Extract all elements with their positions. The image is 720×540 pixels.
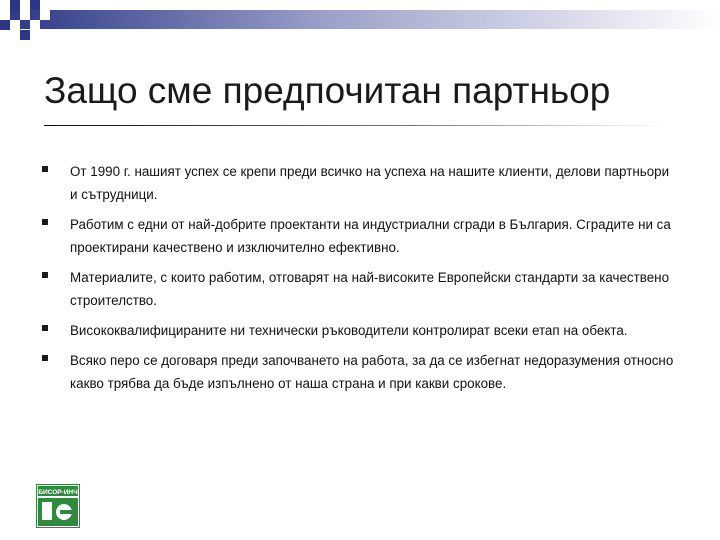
square-bullet-icon <box>42 325 48 331</box>
square-bullet-icon <box>42 355 48 361</box>
bullet-text: Всяко перо се договаря преди започването на работа, за да се избегнат недоразумения относно какво трябва да бъде изпълнено от наша страна и при какви срокове. <box>70 353 674 391</box>
bullet-text: Материалите, с които работим, отговарят на най-високите Европейски стандарти за качествено строителство. <box>70 270 670 308</box>
bullet-text: Работим с едни от най-добрите проектанти на индустриални сгради в България. Сградите ни са проектирани качествено и изключително ефективно. <box>70 217 671 255</box>
header-decoration <box>0 0 720 50</box>
bullet-item <box>40 160 680 206</box>
bullet-item <box>40 213 680 259</box>
company-logo <box>36 484 80 528</box>
square-bullet-icon <box>42 219 48 225</box>
square-bullet-icon <box>42 272 48 278</box>
bullet-text: От 1990 г. нашият успех се крепи преди всичко на успеха на нашите клиенти, делови партньори и сътрудници. <box>70 164 670 202</box>
title-underline <box>44 125 664 126</box>
bullet-text: Висококвалифицираните ни технически ръководители контролират всеки етап на обекта. <box>70 323 628 338</box>
bullet-item <box>40 319 680 342</box>
slide-title: Защо сме предпочитан партньор <box>44 70 611 111</box>
bullet-list <box>40 160 680 402</box>
square-bullet-icon <box>42 166 48 172</box>
svg-text:БИСОР-ИНЧ: БИСОР-ИНЧ <box>38 489 78 496</box>
bullet-item <box>40 266 680 312</box>
bullet-item <box>40 349 680 395</box>
